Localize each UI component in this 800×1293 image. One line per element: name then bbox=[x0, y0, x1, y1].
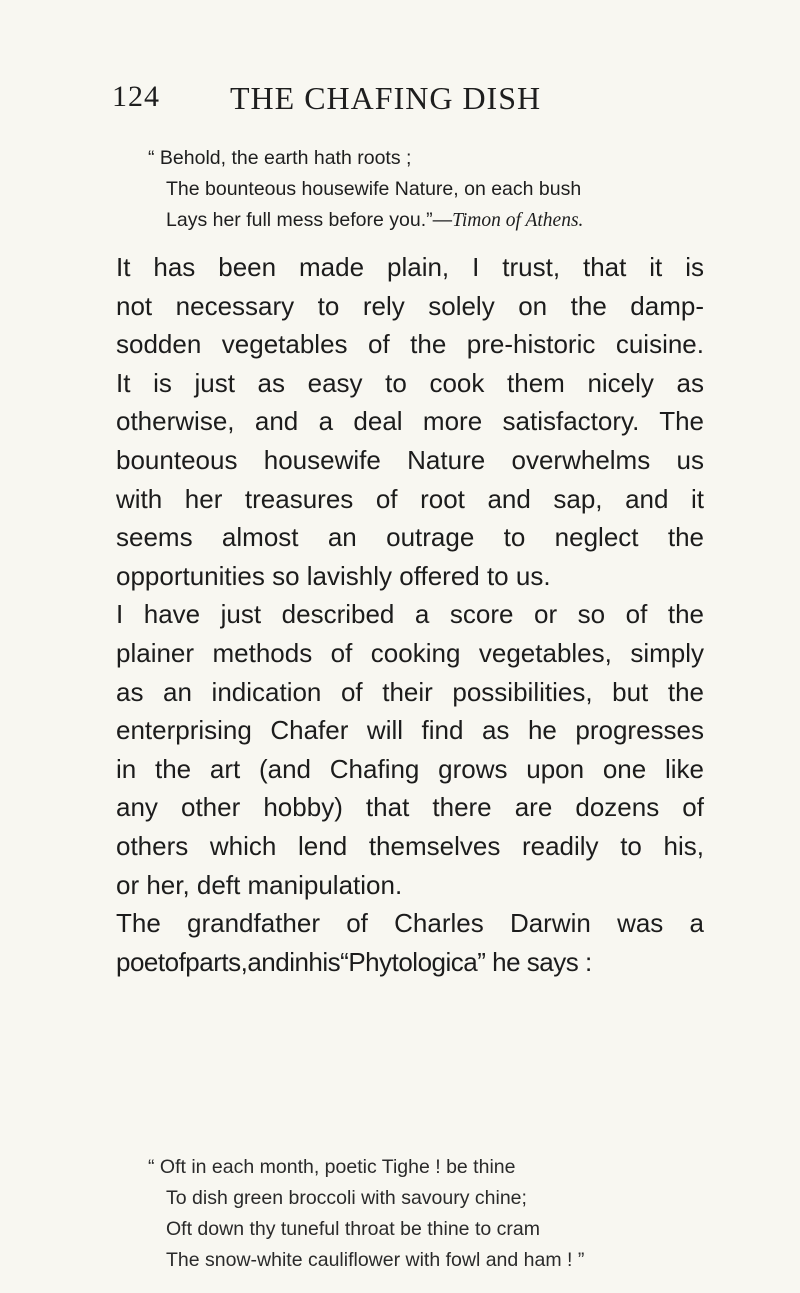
body-line: otherwise, and a deal more satisfactory. The bbox=[116, 406, 704, 437]
verse-line: “ Oft in each month, poetic Tighe ! be thine bbox=[148, 1156, 516, 1178]
running-head bbox=[112, 80, 712, 124]
body-line: bounteous housewife Nature overwhelms us bbox=[116, 444, 704, 475]
page-number: 124 bbox=[112, 80, 160, 113]
verse-line: To dish green broccoli with savoury chine; bbox=[166, 1187, 527, 1209]
body-line: as an indication of their possibilities, but the bbox=[116, 676, 704, 707]
epigraph-line: The bounteous housewife Nature, on each bush bbox=[166, 178, 582, 200]
body-line: enterprising Chafer will find as he progresses bbox=[116, 715, 704, 746]
body-line: in the art (and Chafing grows upon one like bbox=[116, 753, 704, 784]
body-line: plainer methods of cooking vegetables, simply bbox=[116, 637, 704, 668]
body-line: seems almost an outrage to neglect the bbox=[116, 522, 704, 553]
body-line: It is just as easy to cook them nicely as bbox=[116, 367, 704, 398]
body-line: not necessary to rely solely on the damp- bbox=[116, 290, 704, 321]
body-line: with her treasures of root and sap, and it bbox=[116, 483, 704, 514]
epigraph-line: “ Behold, the earth hath roots ; bbox=[148, 147, 412, 169]
verse-line: Oft down thy tuneful throat be thine to cram bbox=[166, 1218, 540, 1240]
verse-line: The snow-white cauliflower with fowl and ham ! ” bbox=[166, 1249, 585, 1271]
epigraph-attribution: Timon of Athens. bbox=[452, 210, 584, 231]
running-title: THE CHAFING DISH bbox=[230, 80, 542, 116]
epigraph bbox=[148, 143, 583, 236]
body-line: others which lend themselves readily to his, bbox=[116, 830, 704, 861]
body-line: poetofparts,andinhis“Phytologica” he says : bbox=[116, 946, 592, 977]
body-line: The grandfather of Charles Darwin was a bbox=[116, 908, 704, 939]
body-line: opportunities so lavishly offered to us. bbox=[116, 560, 551, 591]
body-line: sodden vegetables of the pre-historic cuisine. bbox=[116, 329, 704, 360]
closing-verse bbox=[148, 1152, 584, 1276]
epigraph-line-with-attribution bbox=[148, 205, 583, 236]
body-line: or her, deft manipulation. bbox=[116, 869, 403, 900]
body-line: any other hobby) that there are dozens of bbox=[116, 792, 704, 823]
epigraph-line: Lays her full mess before you.”— bbox=[166, 209, 453, 231]
body-text bbox=[116, 248, 704, 981]
body-line: I have just described a score or so of the bbox=[116, 599, 704, 630]
body-line: It has been made plain, I trust, that it is bbox=[116, 252, 704, 282]
